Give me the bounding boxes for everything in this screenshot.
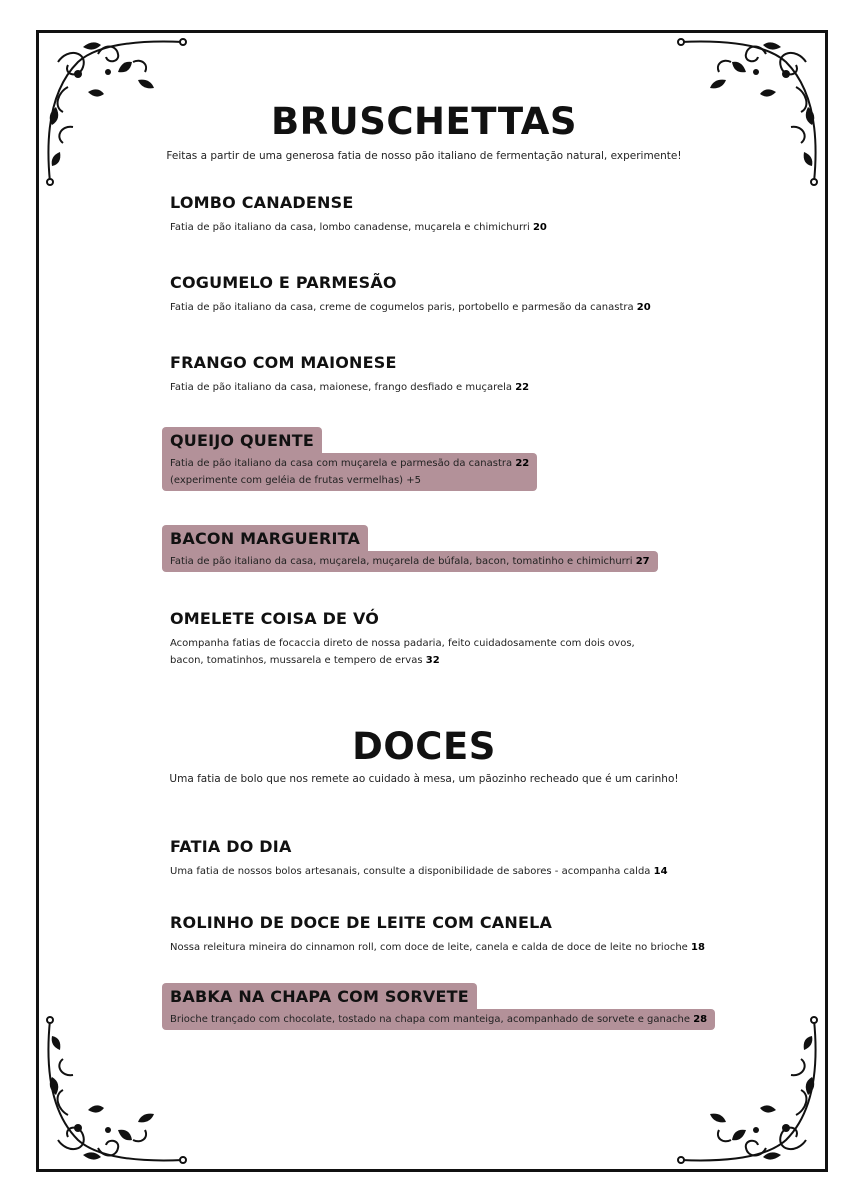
item-name: QUEIJO QUENTE — [162, 427, 322, 453]
item-description — [170, 939, 770, 956]
menu-item-highlighted — [170, 525, 770, 572]
menu-item-highlighted — [170, 983, 770, 1030]
item-desc-text: Fatia de pão italiano da casa com muçarela e parmesão da canastra — [170, 458, 513, 469]
item-desc-text: Fatia de pão italiano da casa, muçarela, muçarela de búfala, bacon, tomatinho e chimichurri — [170, 556, 633, 567]
menu-item — [170, 193, 770, 236]
item-price: 22 — [515, 458, 530, 469]
item-description — [162, 453, 537, 491]
item-description — [162, 1009, 715, 1030]
item-price: 18 — [691, 942, 705, 953]
section-title-bruschettas: BRUSCHETTAS — [270, 100, 578, 143]
section-title-doces: DOCES — [352, 725, 496, 768]
item-name: FATIA DO DIA — [170, 837, 292, 856]
item-price: 14 — [653, 866, 668, 877]
section-subtitle-doces: Uma fatia de bolo que nos remete ao cuidado à mesa, um pãozinho recheado que é um carinho! — [169, 773, 679, 785]
floral-corner-icon — [38, 1010, 188, 1170]
item-description — [170, 299, 770, 316]
item-name: LOMBO CANADENSE — [170, 193, 354, 212]
item-price: 27 — [635, 556, 650, 567]
item-desc-text: Fatia de pão italiano da casa, lombo canadense, muçarela e chimichurri — [170, 222, 530, 233]
item-name: COGUMELO E PARMESÃO — [170, 273, 397, 292]
menu-item — [170, 913, 770, 956]
item-description — [162, 551, 658, 572]
item-description — [170, 863, 770, 880]
item-name: BABKA NA CHAPA COM SORVETE — [162, 983, 477, 1009]
item-desc-text: Fatia de pão italiano da casa, creme de cogumelos paris, portobello e parmesão da canastra — [170, 302, 634, 313]
item-desc-text: Uma fatia de nossos bolos artesanais, consulte a disponibilidade de sabores - acompanha calda — [170, 866, 651, 877]
item-price: 22 — [515, 382, 530, 393]
menu-item — [170, 837, 770, 880]
floral-corner-icon — [676, 1010, 826, 1170]
section-subtitle-bruschettas: Feitas a partir de uma generosa fatia de nosso pão italiano de fermentação natural, experimente! — [166, 150, 682, 162]
item-name: FRANGO COM MAIONESE — [170, 353, 397, 372]
item-description — [170, 219, 770, 236]
item-desc-text: Acompanha fatias de focaccia direto de nossa padaria, feito cuidadosamente com dois ovos, — [170, 638, 635, 649]
menu-item — [170, 273, 770, 316]
item-price: 20 — [532, 222, 547, 233]
item-name: ROLINHO DE DOCE DE LEITE COM CANELA — [170, 913, 553, 932]
item-desc-text: bacon, tomatinhos, mussarela e tempero de ervas — [170, 655, 423, 666]
item-description — [170, 379, 770, 396]
item-name: BACON MARGUERITA — [162, 525, 368, 551]
menu-item-highlighted — [170, 427, 770, 491]
item-name: OMELETE COISA DE VÓ — [170, 609, 380, 628]
item-desc-text: Fatia de pão italiano da casa, maionese, frango desfiado e muçarela — [170, 382, 513, 393]
item-price: 28 — [693, 1014, 708, 1025]
item-extra-note: (experimente com geléia de frutas vermelhas) +5 — [170, 475, 421, 486]
item-price: 20 — [636, 302, 651, 313]
item-description — [170, 635, 770, 669]
menu-item — [170, 609, 770, 669]
item-desc-text: Brioche trançado com chocolate, tostado na chapa com manteiga, acompanhado de sorvete e ganache — [170, 1014, 690, 1025]
item-price: 32 — [425, 655, 440, 666]
item-desc-text: Nossa releitura mineira do cinnamon roll, com doce de leite, canela e calda de doce de leite no brioche — [170, 942, 688, 953]
menu-item — [170, 353, 770, 396]
